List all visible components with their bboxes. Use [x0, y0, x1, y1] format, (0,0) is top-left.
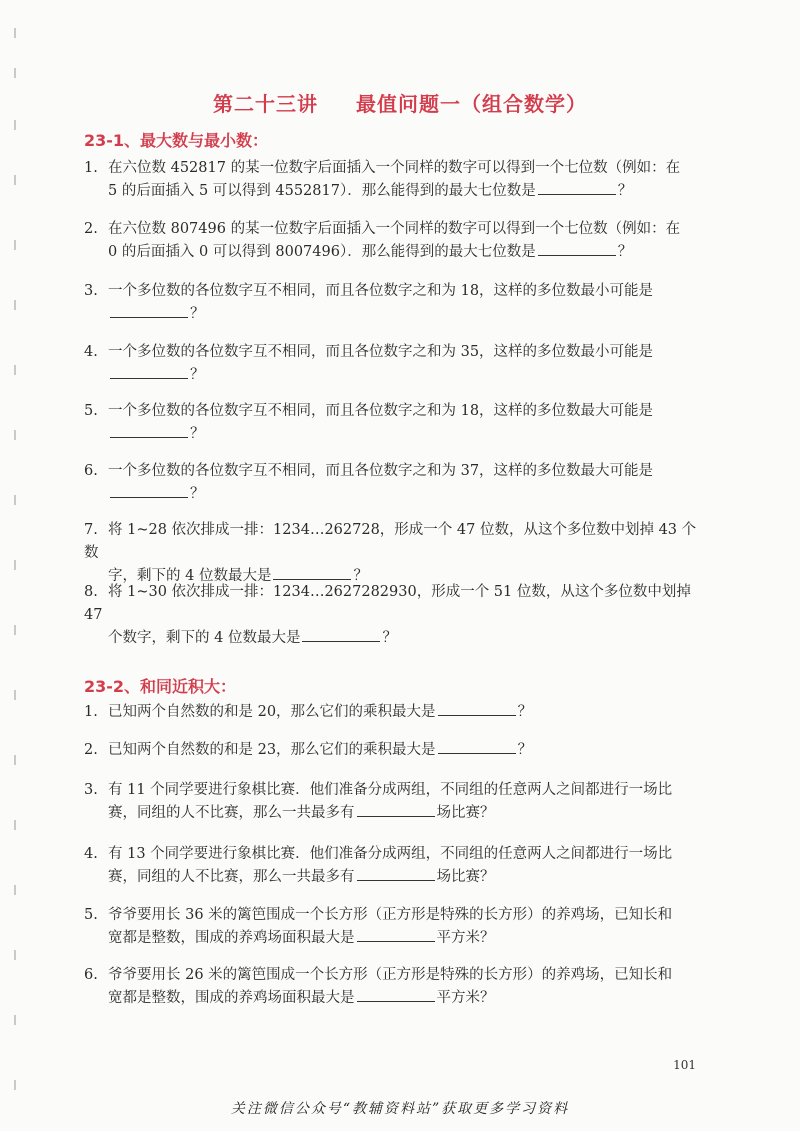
page-title — [0, 88, 800, 117]
section-heading-1: 23-1、最大数与最小数： — [84, 131, 269, 150]
answer-blank[interactable] — [538, 241, 616, 256]
answer-blank[interactable] — [357, 866, 435, 881]
question: 2. 已知两个自然数的和是 23，那么它们的乘积最大是 ？ — [84, 739, 710, 762]
binding-margin — [14, 0, 20, 1131]
page-number: 101 — [673, 1058, 696, 1072]
question: 7. 将 1~28 依次排成一排：1234…262728，形成一个 47 位数，从这个多位数中划掉 43 个数 字，剩下的 4 位数最大是 ？ — [84, 522, 697, 584]
answer-blank[interactable] — [302, 627, 380, 642]
answer-blank[interactable] — [110, 364, 188, 379]
question: 8. 将 1~30 依次排成一排：1234…2627282930，形成一个 51 位数，从这个多位数中划掉 47 个数字，剩下的 4 位数最大是 ？ — [84, 584, 691, 646]
question: 3. 有 11 个同学要进行象棋比赛．他们准备分成两组，不同组的任意两人之间都进行一场比 赛，同组的人不比赛，那么一共最多有 场比赛？ — [84, 782, 673, 821]
answer-blank[interactable] — [110, 423, 188, 438]
question: 1. 在六位数 452817 的某一位数字后面插入一个同样的数字可以得到一个七位数（例如：在 5 的后面插入 5 可以得到 4552817）．那么能得到的最大七位数是 ？ — [84, 160, 681, 199]
answer-blank[interactable] — [357, 927, 435, 942]
question: 3. 一个多位数的各位数字互不相同，而且各位数字之和为 18，这样的多位数最小可能是 ？ — [84, 283, 654, 322]
footer-note: 关注微信公众号“教辅资料站”获取更多学习资料 — [230, 1101, 570, 1117]
answer-blank[interactable] — [110, 303, 188, 318]
section-heading-2: 23-2、和同近积大： — [84, 677, 237, 696]
question: 6. 一个多位数的各位数字互不相同，而且各位数字之和为 37，这样的多位数最大可能是 ？ — [84, 463, 654, 502]
question: 5. 一个多位数的各位数字互不相同，而且各位数字之和为 18，这样的多位数最大可能是 ？ — [84, 403, 654, 442]
answer-blank[interactable] — [438, 701, 516, 716]
answer-blank[interactable] — [110, 483, 188, 498]
question: 2. 在六位数 807496 的某一位数字后面插入一个同样的数字可以得到一个七位数（例如：在 0 的后面插入 0 可以得到 8007496）．那么能得到的最大七位数是 ？ — [84, 221, 681, 260]
answer-blank[interactable] — [438, 739, 516, 754]
question: 1. 已知两个自然数的和是 20，那么它们的乘积最大是 ？ — [84, 701, 710, 724]
lecture-number: 第二十三讲 — [213, 92, 318, 116]
answer-blank[interactable] — [357, 987, 435, 1002]
answer-blank[interactable] — [538, 180, 616, 195]
lecture-topic: 最值问题一（组合数学） — [356, 92, 587, 116]
question: 6. 爷爷要用长 26 米的篱笆围成一个长方形（正方形是特殊的长方形）的养鸡场，已知长和 宽都是整数，围成的养鸡场面积最大是 平方米？ — [84, 967, 673, 1006]
question: 4. 有 13 个同学要进行象棋比赛．他们准备分成两组，不同组的任意两人之间都进行一场比 赛，同组的人不比赛，那么一共最多有 场比赛？ — [84, 846, 673, 885]
answer-blank[interactable] — [273, 565, 351, 580]
question: 4. 一个多位数的各位数字互不相同，而且各位数字之和为 35，这样的多位数最小可能是 ？ — [84, 344, 654, 383]
question: 5. 爷爷要用长 36 米的篱笆围成一个长方形（正方形是特殊的长方形）的养鸡场，已知长和 宽都是整数，围成的养鸡场面积最大是 平方米？ — [84, 907, 673, 946]
answer-blank[interactable] — [357, 802, 435, 817]
